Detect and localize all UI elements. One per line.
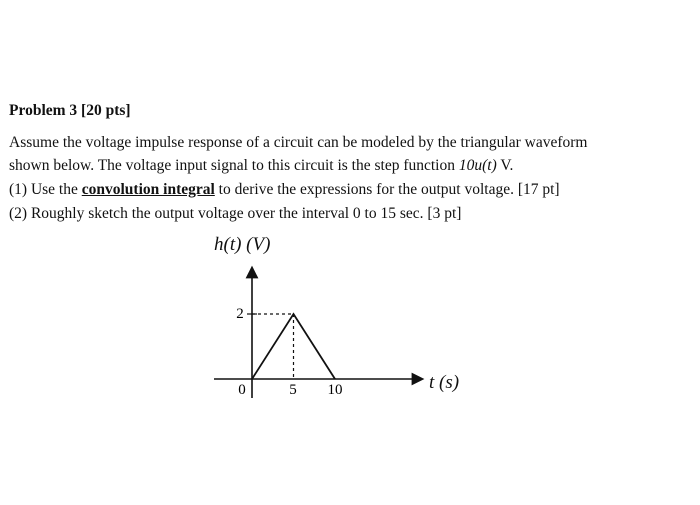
x-tick-label-10: 10: [327, 382, 343, 398]
problem-title: Problem 3 [20 pts]: [9, 102, 131, 119]
line-3-prefix: (1) Use the: [9, 181, 82, 198]
x-tick-label-5: 5: [289, 382, 297, 398]
line-3-suffix: to derive the expressions for the output voltage. [17 pt]: [214, 181, 560, 198]
problem-line-3: [9, 181, 560, 199]
y-tick-label-2: 2: [236, 306, 244, 322]
y-axis-label: h(t) (V): [214, 234, 271, 255]
problem-line-1: Assume the voltage impulse response of a circuit can be modeled by the triangular waveform: [9, 134, 588, 151]
problem-line-2: [9, 157, 513, 175]
line-2-unit: V.: [496, 157, 514, 174]
impulse-response-figure: [200, 230, 500, 410]
step-function-math: 10u(t): [458, 157, 497, 174]
problem-line-4: (2) Roughly sketch the output voltage over the interval 0 to 15 sec. [3 pt]: [9, 205, 462, 222]
x-axis-label: t (s): [429, 372, 460, 393]
convolution-integral-emphasis: convolution integral: [81, 181, 215, 198]
x-tick-label-0: 0: [238, 382, 246, 398]
line-2-text: shown below. The voltage input signal to this circuit is the step function: [9, 157, 459, 174]
